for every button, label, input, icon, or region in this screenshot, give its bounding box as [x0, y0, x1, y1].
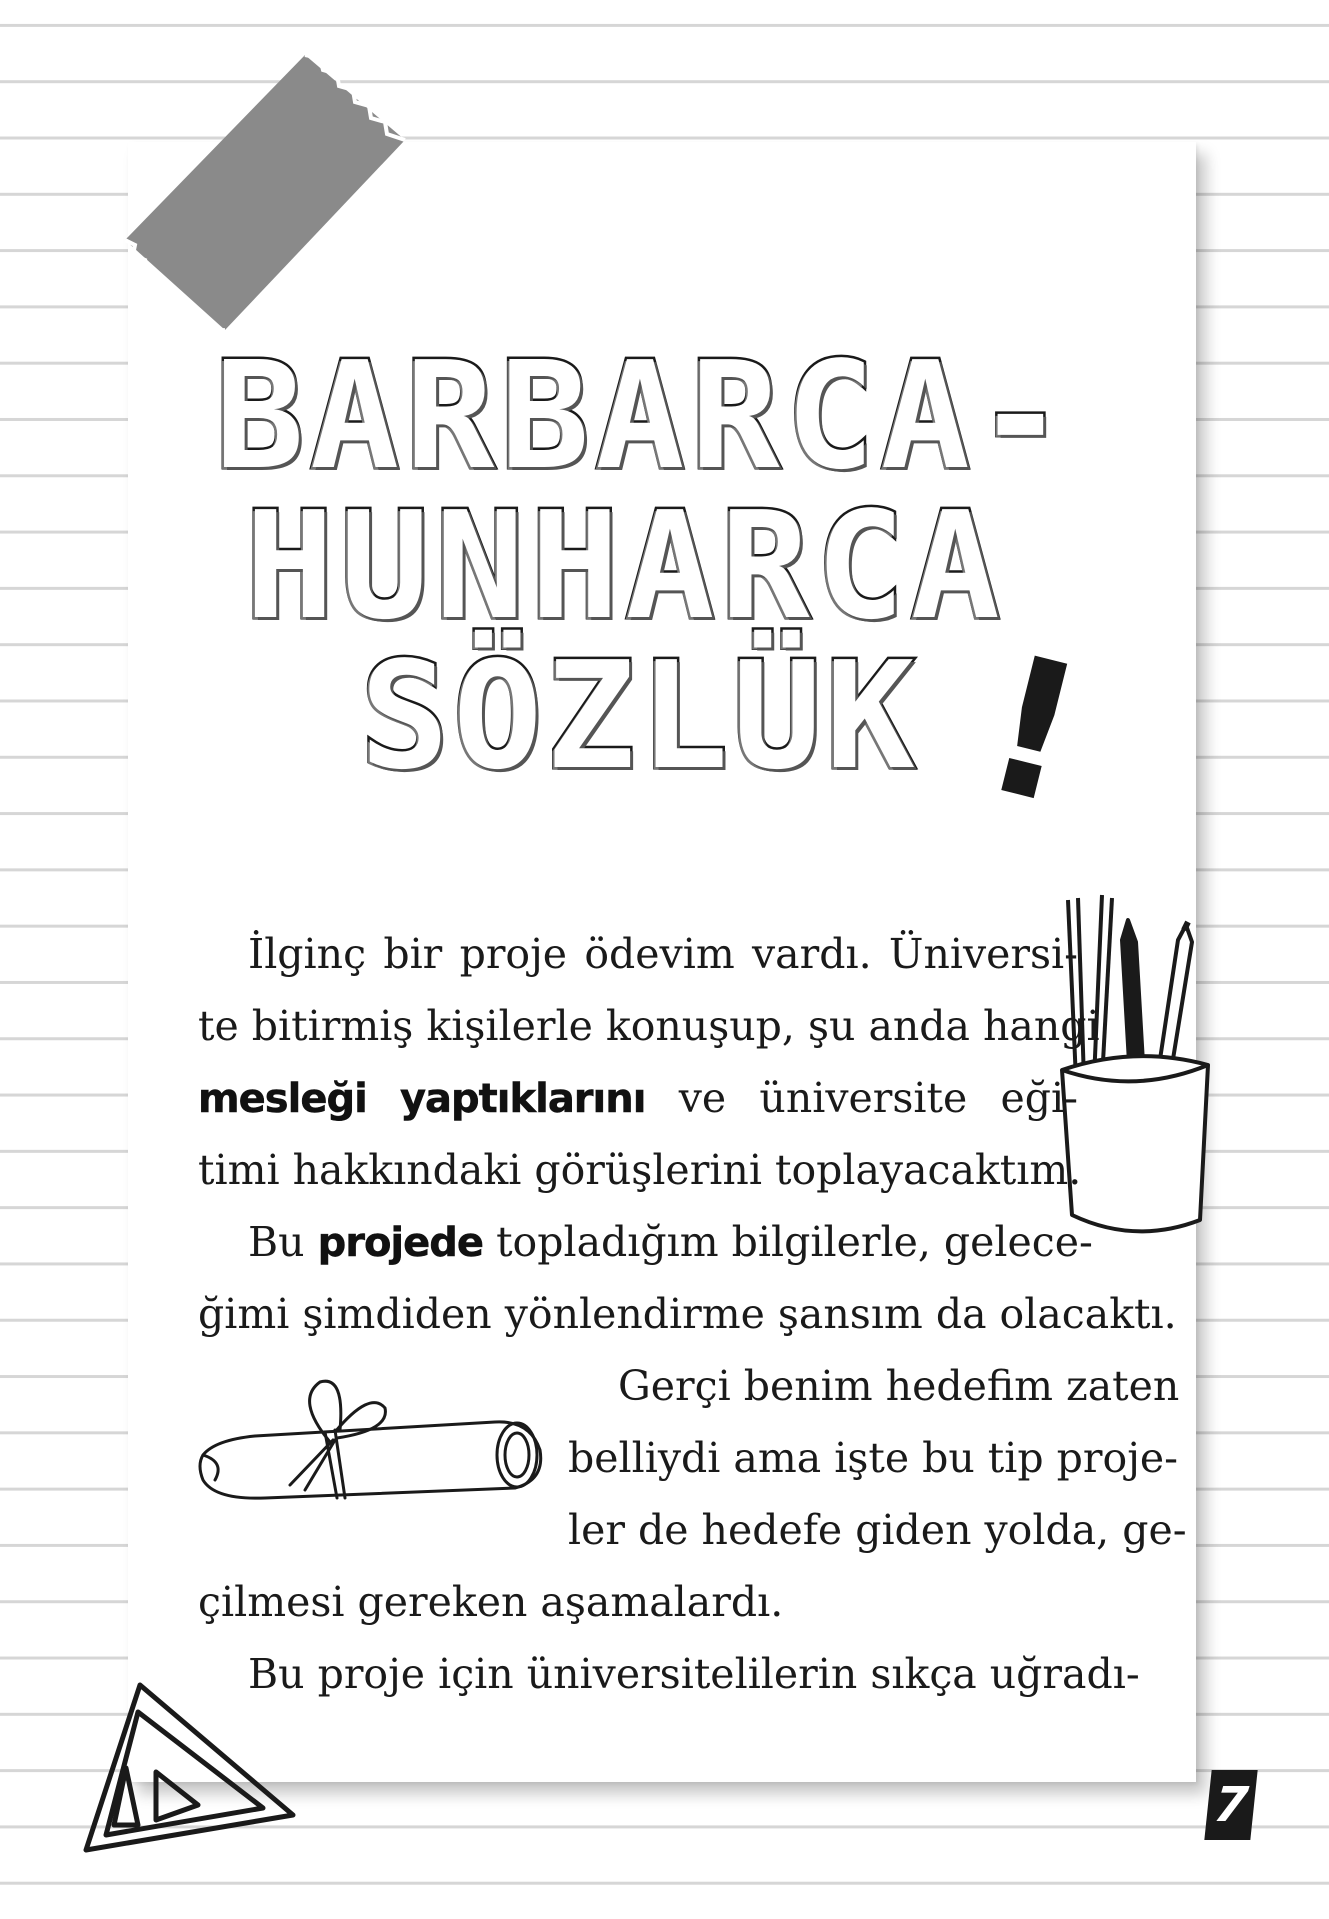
text-line: ğimi şimdiden yönlendirme şansım da olacaktı.: [198, 1290, 1177, 1338]
text-line: [248, 1206, 1093, 1278]
text-line: Gerçi benim hedefim zaten: [618, 1362, 1180, 1410]
text-line: [198, 1062, 1078, 1134]
text-span: Bu: [248, 1218, 318, 1266]
text-line: İlginç bir proje ödevim vardı. Üniversi-: [248, 930, 1078, 978]
text-line: te bitirmiş kişilerle konuşup, şu anda hangi: [198, 1002, 1100, 1050]
text-line: belliydi ama işte bu tip proje-: [568, 1434, 1179, 1482]
title-block: [200, 330, 1150, 850]
highlight-word: projede: [317, 1220, 484, 1266]
title-line-2: HUNHARCA: [245, 480, 1006, 652]
text-span: ve üniversite eği-: [645, 1074, 1079, 1122]
highlight-word: mesleği yaptıklarını: [198, 1076, 646, 1122]
text-line: ler de hedefe giden yolda, ge-: [568, 1506, 1187, 1554]
text-line: timi hakkındaki görüşlerini toplayacaktım.: [198, 1146, 1082, 1194]
title-line-1: BARBARCA-: [215, 330, 1071, 502]
text-line: çilmesi gereken aşamalardı.: [198, 1578, 784, 1626]
tape-icon: [115, 40, 415, 340]
text-span: topladığım bilgilerle, gelece-: [483, 1218, 1093, 1266]
diploma-scroll-icon: [195, 1370, 555, 1520]
page-number: 7: [1204, 1770, 1257, 1840]
text-line: Bu proje için üniversitelilerin sıkça uğradı-: [248, 1650, 1140, 1698]
set-square-icon: [78, 1680, 298, 1860]
title-exclamation: !: [964, 612, 1103, 849]
title-line-3: SÖZLÜK: [360, 630, 919, 802]
